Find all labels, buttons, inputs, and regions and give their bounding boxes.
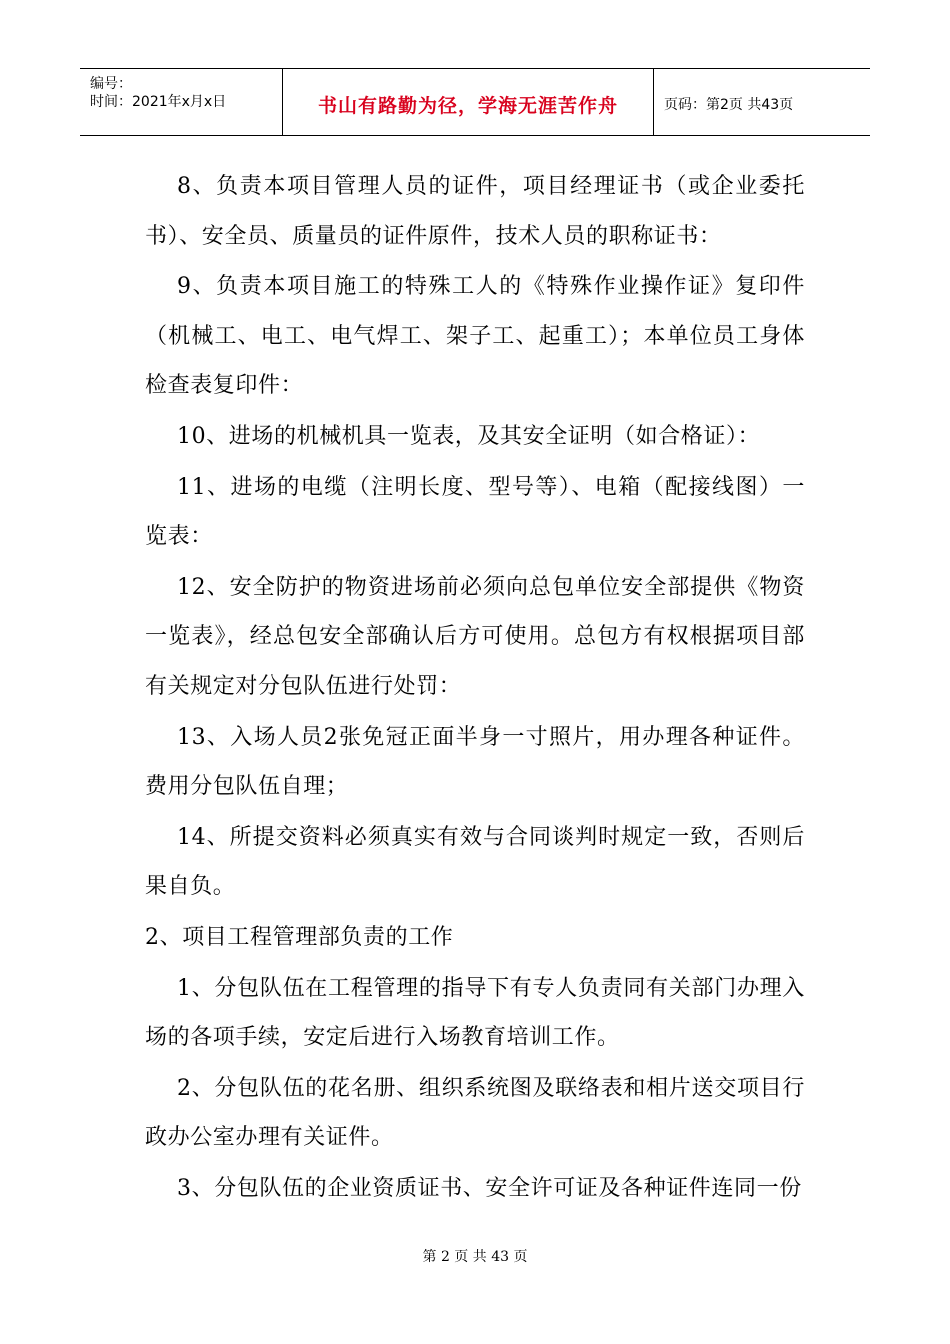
header-motto-cell (282, 69, 654, 135)
paragraph-item-13: 13、入场人员2张免冠正面半身一寸照片，用办理各种证件。费用分包队伍自理； (145, 724, 805, 800)
section-heading: 2、项目工程管理部负责的工作 (145, 924, 454, 950)
paragraph-item-12: 12、安全防护的物资进场前必须向总包单位安全部提供《物资一览表》，经总包安全部确认后方可使用。总包方有权根据项目部有关规定对分包队伍进行处罚： (145, 574, 805, 699)
header-motto: 书山有路勤为径，学海无涯苦作舟 (317, 94, 618, 117)
page-header (80, 68, 870, 136)
paragraph-item-3: 3、分包队伍的企业资质证书、安全许可证及各种证件连同一份 (177, 1175, 802, 1201)
document-date-label: 时间：2021年x月x日 (90, 94, 227, 110)
page-footer: 第 2 页 共 43 页 (422, 1249, 528, 1265)
header-meta-cell (80, 69, 282, 135)
paragraph-item-1: 1、分包队伍在工程管理的指导下有专人负责同有关部门办理入场的各项手续，安定后进行入场教育培训工作。 (145, 975, 805, 1051)
header-page-cell (654, 69, 870, 135)
header-page-info: 页码：第2页 共43页 (664, 97, 794, 113)
paragraph-item-9: 9、负责本项目施工的特殊工人的《特殊作业操作证》复印件（机械工、电工、电气焊工、架子工、起重工）；本单位员工身体检查表复印件： (145, 274, 805, 399)
paragraph-item-10: 10、进场的机械机具一览表，及其安全证明（如合格证）： (177, 423, 761, 449)
document-body (145, 162, 805, 1214)
paragraph-item-14: 14、所提交资料必须真实有效与合同谈判时规定一致，否则后果自负。 (145, 824, 805, 900)
paragraph-item-11: 11、进场的电缆（注明长度、型号等）、电箱（配接线图）一览表： (145, 474, 805, 550)
paragraph-item-8: 8、负责本项目管理人员的证件，项目经理证书（或企业委托书）、安全员、质量员的证件原件，技术人员的职称证书： (145, 174, 805, 249)
document-number-label: 编号： (90, 76, 132, 92)
paragraph-item-2: 2、分包队伍的花名册、组织系统图及联络表和相片送交项目行政办公室办理有关证件。 (145, 1075, 805, 1151)
